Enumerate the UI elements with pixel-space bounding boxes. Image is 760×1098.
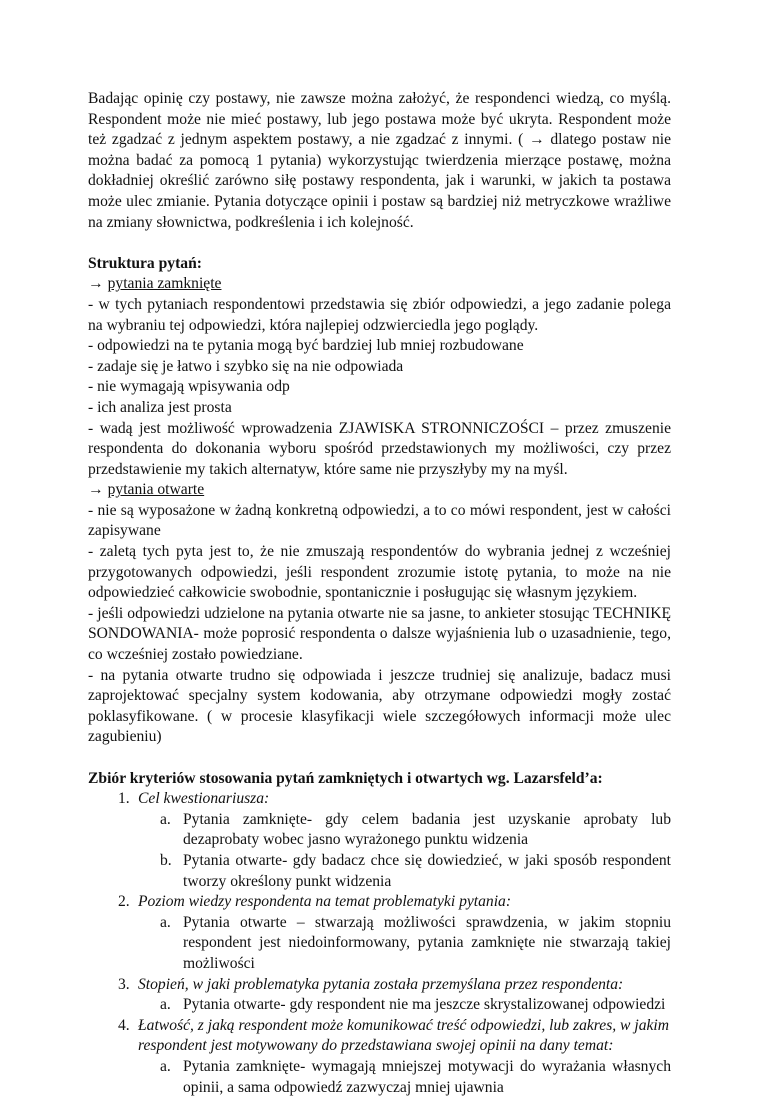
criterion-3a: a. Pytania otwarte- gdy respondent nie ma jeszcze skrystalizowanej odpowiedzi <box>160 996 666 1014</box>
list-item: - w tych pytaniach respondentowi przedstawia się zbiór odpowiedzi, a jego zadanie polega na wybraniu tej odpowiedzi, która najlepiej odzwierciedla jego poglądy. <box>88 295 671 334</box>
list-item: - wadą jest możliwość wprowadzenia ZJAWISKA STRONNICZOŚCI – przez zmuszenie respondenta do dokonania wyboru spośród przedstawionych my możliwości, czy przez przedstawienie my takich alternatyw, które same nie przyszłyby my na myśl. <box>88 419 671 478</box>
closed-questions-subheading: → pytania zamknięte <box>88 274 671 295</box>
structure-heading: Struktura pytań: <box>88 254 202 272</box>
criterion-4a: a. Pytania zamknięte- wymagają mniejszej motywacji do wyrażania własnych opinii, a sama odpowiedź zazwyczaj mniej ujawnia <box>160 1057 671 1096</box>
list-item: - ich analiza jest prosta <box>88 398 232 416</box>
open-questions-subheading: → pytania otwarte <box>88 480 671 501</box>
criterion-1: 1. Cel kwestionariusza: <box>118 790 270 808</box>
criterion-1b: b. Pytania otwarte- gdy badacz chce się dowiedzieć, w jaki sposób respondent tworzy określony punkt widzenia <box>160 851 671 890</box>
criterion-2: 2. Poziom wiedzy respondenta na temat problematyki pytania: <box>118 893 512 911</box>
criterion-1a: a. Pytania zamknięte- gdy celem badania jest uzyskanie aprobaty lub dezaprobaty wobec jasno wyrażonego punktu widzenia <box>160 810 671 849</box>
criterion-4: 4. Łatwość, z jaką respondent może komunikować treść odpowiedzi, lub zakres, w jakim respondent jest motywowany do przedstawiana swojej opinii na dany temat: <box>118 1016 670 1055</box>
criterion-3: 3. Stopień, w jaki problematyka pytania została przemyślana przez respondenta: <box>118 975 624 993</box>
list-item: - nie wymagają wpisywania odp <box>88 378 290 396</box>
list-item: - na pytania otwarte trudno się odpowiada i jeszcze trudniej się analizuje, badacz musi zaprojektować specjalny system kodowania, aby otrzymane odpowiedzi mogły zostać poklasyfikowane. ( w procesie klasyfikacji wiele szczegółowych informacji może ulec zagubieniu) <box>88 666 671 746</box>
list-item: - nie są wyposażone w żadną konkretną odpowiedzi, a to co mówi respondent, jest w całości zapisywane <box>88 501 671 540</box>
list-item: - zaletą tych pyta jest to, że nie zmuszają respondentów do wybrania jednej z wcześniej przygotowanych odpowiedzi, jeśli respondent zrozumie istotę pytania, to może na nie odpowiedzieć całkowicie swobodnie, spontanicznie i posługując się własnym językiem. <box>88 543 671 602</box>
arrow-right-icon: → <box>88 481 104 499</box>
criteria-heading: Zbiór kryteriów stosowania pytań zamkniętych i otwartych wg. Lazarsfeld’a: <box>88 769 603 787</box>
list-item: - zadaje się je łatwo i szybko się na nie odpowiada <box>88 357 404 375</box>
document-page <box>88 89 671 1098</box>
criterion-2a: a. Pytania otwarte – stwarzają możliwości sprawdzenia, w jakim stopniu respondent jest niedoinformowany, pytania zamknięte nie stwarzają takiej możliwości <box>160 913 671 972</box>
intro-paragraph: Badając opinię czy postawy, nie zawsze można założyć, że respondenci wiedzą, co myślą. Respondent może nie mieć postawy, lub jego postawa może być ukryta. Respondent może też zgadzać z jednym aspektem postawy, a nie zgadzać z innymi. ( → dlatego postaw nie można badać za pomocą 1 pytania) wykorzystując twierdzenia mierzące postawę, można dokładniej określić zarówno siłę postawy respondenta, jak i warunki, w jakich ta postawa może ulec zmianie. Pytania dotyczące opinii i postaw są bardziej niż metryczkowe wrażliwe na zmiany słownictwa, podkreślenia i ich kolejność. <box>88 90 671 231</box>
arrow-right-icon: → <box>88 275 104 293</box>
list-item: - jeśli odpowiedzi udzielone na pytania otwarte nie sa jasne, to ankieter stosując TECHNIKĘ SONDOWANIA- może poprosić respondenta o dalsze wyjaśnienia lub o uzasadnienie, tego, co wcześniej zostało powiedziane. <box>88 604 671 664</box>
list-item: - odpowiedzi na te pytania mogą być bardziej lub mniej rozbudowane <box>88 337 524 355</box>
